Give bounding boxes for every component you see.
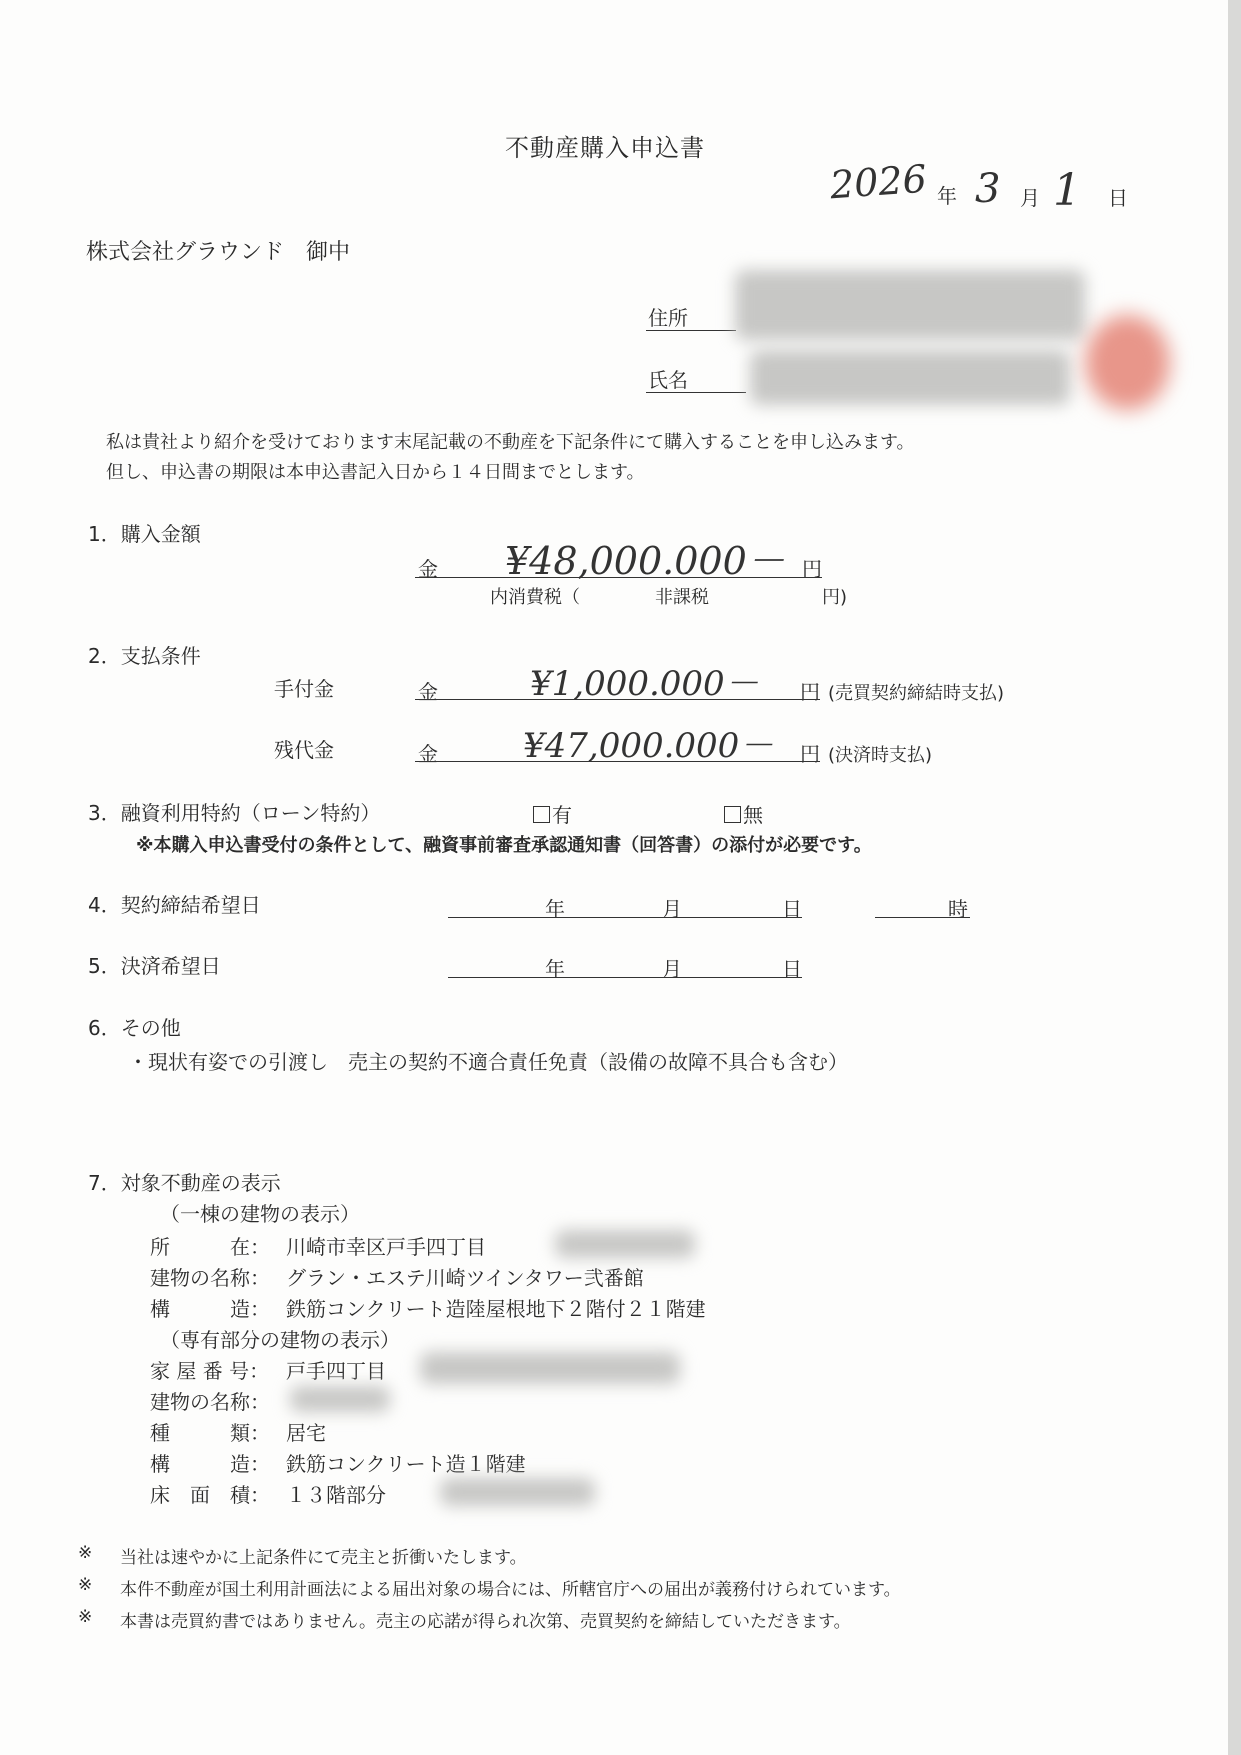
structure-value: 鉄筋コンクリート造陸屋根地下２階付２１階建 [286, 1297, 706, 1321]
tax-label-right: 円) [822, 587, 848, 608]
name-underline [646, 392, 746, 393]
purchase-amount-handwritten: ¥48,000.000－ [505, 539, 785, 583]
loan-yes-label: 有 [552, 803, 572, 827]
loan-notice: ※本購入申込書受付の条件として、融資事前審査承認通知書（回答書）の添付が必要です。 [136, 835, 872, 856]
date-day-unit: 日 [1108, 186, 1128, 210]
tax-value: 非課税 [655, 587, 709, 608]
footer-note-3-mark: ※ [78, 1607, 93, 1627]
house-number-label: 家 屋 番 号： [150, 1359, 270, 1383]
unit-name-label: 建物の名称： [150, 1390, 270, 1414]
loan-yes-checkbox[interactable] [533, 806, 550, 823]
document-title: 不動産購入申込書 [505, 134, 705, 162]
address-label: 住所 [648, 306, 688, 330]
contract-date-day: 日 [782, 897, 802, 921]
settlement-date-month: 月 [662, 957, 682, 981]
location-label: 所 在： [150, 1235, 270, 1259]
location-redacted [555, 1230, 695, 1258]
unit-heading: （専有部分の建物の表示） [160, 1328, 400, 1352]
section2-heading: 2．支払条件 [88, 644, 201, 668]
contract-date-underline [448, 917, 802, 918]
contract-date-hour: 時 [948, 897, 968, 921]
contract-date-year: 年 [545, 897, 565, 921]
section5-heading: 5．決済希望日 [88, 954, 221, 978]
settlement-date-underline [448, 977, 802, 978]
deposit-prefix: 金 [418, 680, 438, 704]
settlement-date-day: 日 [782, 957, 802, 981]
section3-heading: 3．融資利用特約（ローン特約） [88, 801, 381, 825]
balance-note: (決済時支払) [828, 745, 933, 766]
floor-area-label: 床 面 積： [150, 1483, 270, 1507]
other-condition-item: ・現状有姿での引渡し 売主の契約不適合責任免責（設備の故障不具合も含む） [128, 1050, 848, 1074]
tax-label-left: 内消費税（ [490, 587, 580, 608]
date-month-handwritten: 3 [975, 166, 1001, 212]
seal-stamp [1085, 315, 1170, 410]
footer-note-2-text: 本件不動産が国土利用計画法による届出対象の場合には、所轄官庁への届出が義務付けられています。 [120, 1580, 901, 1600]
house-number-redacted [420, 1352, 680, 1384]
unit-name-redacted [290, 1386, 390, 1412]
footer-note-1-mark: ※ [78, 1543, 93, 1563]
contract-date-month: 月 [662, 897, 682, 921]
section4-heading: 4．契約締結希望日 [88, 893, 261, 917]
contract-hour-underline [875, 917, 970, 918]
deposit-underline [415, 699, 820, 700]
section6-heading: 6．その他 [88, 1016, 181, 1040]
intro-line-2: 但し、申込書の期限は本申込書記入日から１４日間までとします。 [106, 462, 645, 483]
address-underline [646, 330, 736, 331]
floor-area-value: １３階部分 [286, 1483, 386, 1507]
loan-option-no[interactable] [724, 799, 763, 828]
date-year-unit: 年 [937, 184, 957, 208]
unit-structure-value: 鉄筋コンクリート造１階建 [286, 1452, 526, 1476]
intro-line-1: 私は貴社より紹介を受けております末尾記載の不動産を下記条件にて購入することを申し込みます。 [106, 432, 915, 453]
footer-note-3-text: 本書は売買約書ではありません。売主の応諾が得られ次第、売買契約を締結していただきます。 [120, 1612, 851, 1632]
deposit-note: (売買契約締結時支払) [828, 683, 1005, 704]
date-day-handwritten: 1 [1053, 165, 1081, 216]
balance-prefix: 金 [418, 742, 438, 766]
deposit-amount-handwritten: ¥1,000.000－ [530, 664, 759, 704]
section7-heading: 7．対象不動産の表示 [88, 1171, 281, 1195]
loan-no-checkbox[interactable] [724, 806, 741, 823]
name-redacted [750, 350, 1070, 405]
type-value: 居宅 [286, 1421, 326, 1445]
building-heading: （一棟の建物の表示） [160, 1202, 360, 1226]
date-month-unit: 月 [1020, 186, 1040, 210]
deposit-label: 手付金 [274, 677, 334, 701]
floor-area-redacted [440, 1478, 595, 1506]
loan-option-yes[interactable] [533, 799, 572, 828]
name-label: 氏名 [648, 368, 688, 392]
balance-suffix: 円 [800, 742, 820, 766]
date-year-handwritten: 2026 [828, 156, 929, 208]
loan-no-label: 無 [743, 803, 763, 827]
purchase-amount-underline [415, 577, 822, 578]
unit-structure-label: 構 造： [150, 1452, 270, 1476]
location-value: 川崎市幸区戸手四丁目 [286, 1235, 486, 1259]
address-redacted [735, 270, 1085, 340]
deposit-suffix: 円 [800, 680, 820, 704]
balance-amount-handwritten: ¥47,000.000－ [523, 726, 774, 766]
building-name-label: 建物の名称： [150, 1266, 270, 1290]
purchase-amount-prefix: 金 [418, 557, 438, 581]
section1-heading: 1．購入金額 [88, 522, 201, 546]
building-name-value: グラン・エステ川崎ツインタワー弐番館 [286, 1266, 644, 1290]
balance-label: 残代金 [274, 738, 334, 762]
addressee: 株式会社グラウンド 御中 [86, 240, 351, 265]
settlement-date-year: 年 [545, 957, 565, 981]
balance-underline [415, 761, 820, 762]
footer-note-2-mark: ※ [78, 1575, 93, 1595]
structure-label: 構 造： [150, 1297, 270, 1321]
type-label: 種 類： [150, 1421, 270, 1445]
purchase-amount-suffix: 円 [802, 557, 822, 581]
footer-note-1-text: 当社は速やかに上記条件にて売主と折衝いたします。 [120, 1548, 527, 1568]
house-number-value: 戸手四丁目 [286, 1359, 386, 1383]
